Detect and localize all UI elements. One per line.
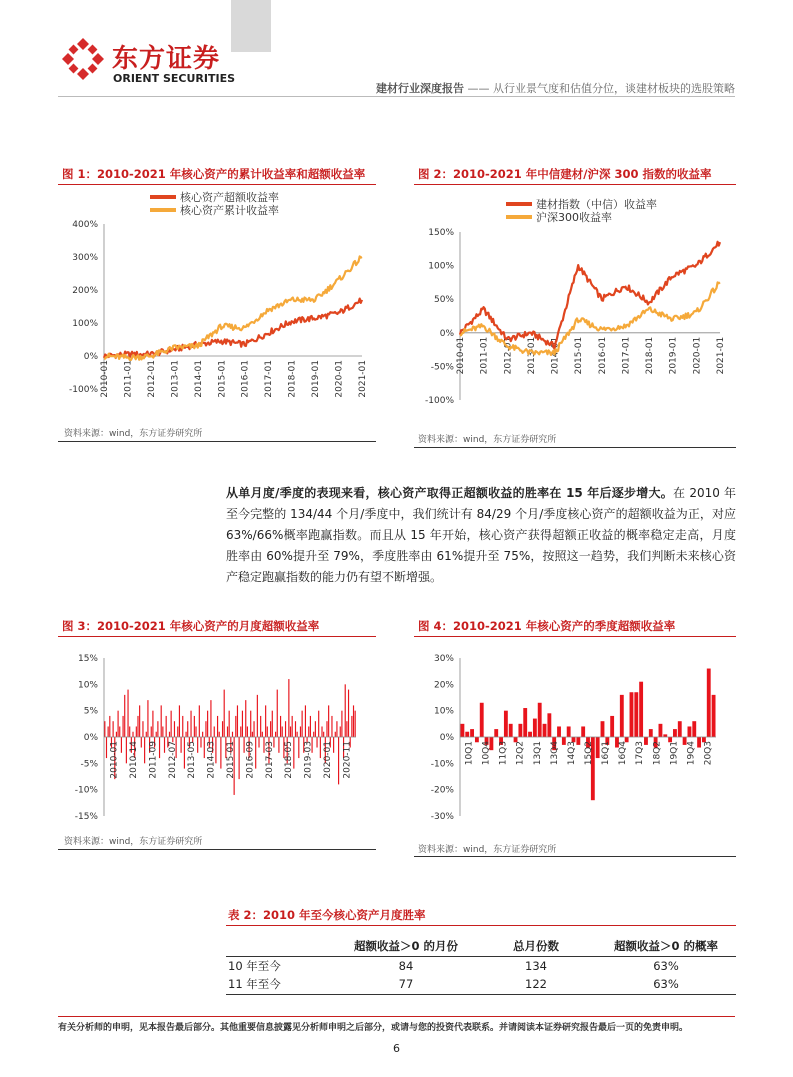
fig4-title-rule	[414, 636, 736, 637]
fig3-bar	[132, 732, 133, 737]
fig3-bar	[353, 705, 354, 737]
fig4-xtick: 10Q4	[481, 741, 492, 766]
fig1-xtick: 2013-01	[170, 360, 181, 398]
fig1-xtick: 2019-01	[311, 360, 322, 398]
fig4-xtick: 18Q2	[652, 741, 663, 766]
fig3-bar	[144, 737, 145, 763]
fig2-ytick: -100%	[425, 396, 454, 406]
probability-cell: 63%	[653, 977, 679, 992]
fig1-xtick: 2018-01	[287, 360, 298, 398]
fig1-ytick: 400%	[72, 220, 98, 230]
fig3-xtick: 2020-01	[322, 741, 333, 779]
fig2-xtick: 2010-01	[456, 336, 466, 375]
fig3-bar	[139, 705, 140, 737]
fig4-bar	[673, 729, 677, 737]
fig3-bar	[202, 732, 203, 737]
fig4-ytick: 20%	[433, 680, 454, 691]
fig3-bar	[253, 721, 254, 737]
page-number: 6	[393, 1042, 400, 1055]
fig3-bar	[252, 732, 253, 737]
fig2-xtick: 2016-01	[597, 336, 608, 375]
fig3-bar	[318, 711, 319, 737]
fig3-bar	[122, 716, 123, 737]
fig3-bar	[336, 721, 337, 737]
fig3-xtick: 2018-05	[284, 741, 295, 779]
fig2-xtick: 2018-01	[645, 336, 656, 375]
fig3-bar	[247, 726, 248, 737]
fig2-ytick: 150%	[428, 228, 454, 238]
fig3-bar	[169, 732, 170, 737]
fig3-bar	[159, 737, 160, 758]
brand-name-cn: 东方证券	[112, 44, 221, 74]
fig2-legend-label: 建材指数（中信）收益率	[536, 198, 657, 211]
fig2-chart	[414, 188, 736, 420]
fig3-bar	[207, 711, 208, 737]
fig2-xtick: 2017-01	[621, 336, 632, 375]
fig4-bar	[634, 692, 638, 737]
fig3-bar	[194, 716, 195, 737]
header-divider	[58, 96, 735, 97]
fig4-bar	[567, 726, 571, 737]
fig3-bar	[166, 716, 167, 737]
fig1-ytick: 0%	[83, 352, 98, 362]
fig4-bar	[581, 726, 585, 737]
fig3-bar	[260, 716, 261, 737]
fig4-bar	[494, 729, 498, 737]
fig3-bar	[295, 721, 296, 737]
fig3-bar	[182, 716, 183, 737]
fig3-bar	[277, 690, 278, 737]
fig3-bar	[315, 721, 316, 737]
fig1-ytick: 300%	[72, 253, 98, 263]
fig4-bar	[465, 732, 469, 737]
fig3-bar	[179, 705, 180, 737]
fig4-bar	[649, 729, 653, 737]
positive-months-cell: 77	[398, 977, 414, 992]
fig4-xtick: 13Q1	[532, 741, 543, 766]
fig3-xtick: 2020-11	[342, 741, 353, 779]
fig3-bar	[152, 711, 153, 737]
fig4-bar	[610, 716, 614, 737]
table-row	[226, 975, 736, 994]
fig3-bar	[278, 737, 279, 753]
fig1-legend-label: 核心资产累计收益率	[180, 204, 279, 217]
fig3-bar	[242, 711, 243, 737]
fig3-bar	[285, 721, 286, 737]
fig1-ytick: 100%	[72, 319, 98, 329]
fig3-bar	[326, 721, 327, 737]
report-type: 建材行业深度报告	[376, 82, 464, 95]
fig2-xtick: 2014-01	[550, 336, 561, 375]
orient-securities-logo	[58, 34, 108, 84]
fig3-bar	[235, 716, 236, 737]
table-header-row	[226, 937, 736, 956]
fig3-bar	[197, 737, 198, 753]
fig3-ytick: 0%	[83, 733, 98, 743]
fig3-bar	[156, 732, 157, 737]
fig3-chart	[58, 644, 376, 830]
fig4-ytick: -10%	[430, 759, 454, 770]
fig3-xtick: 2019-03	[303, 741, 314, 779]
fig2-xtick: 2011-01	[479, 336, 490, 375]
fig3-bar	[146, 732, 147, 737]
fig3-bar	[300, 726, 301, 737]
fig1-source: 资料来源：wind，东方证券研究所	[64, 429, 203, 439]
fig3-ytick: 10%	[77, 680, 98, 691]
fig4-bar	[630, 692, 634, 737]
fig3-bar	[162, 726, 163, 737]
fig3-bar	[232, 732, 233, 737]
fig4-xtick: 11Q3	[498, 741, 509, 766]
fig4-bar	[528, 732, 532, 737]
fig3-bar	[204, 737, 205, 758]
fig3-xtick: 2015-01	[226, 741, 236, 779]
fig3-bar	[136, 726, 137, 737]
fig4-xtick: 10Q1	[464, 741, 475, 766]
fig1-legend-label: 核心资产超额收益率	[180, 191, 279, 204]
fig3-title-rule	[58, 636, 376, 637]
fig3-bar	[355, 711, 356, 737]
fig3-source: 资料来源：wind，东方证券研究所	[64, 837, 203, 847]
fig1-xtick: 2012-01	[146, 360, 157, 398]
fig4-bar	[688, 726, 692, 737]
fig3-bar	[184, 737, 185, 769]
fig3-bar	[220, 737, 221, 769]
fig3-bar	[239, 737, 240, 779]
fig3-bar	[316, 737, 317, 748]
fig1-xtick: 2015-01	[217, 360, 228, 398]
fig4-xtick: 16Q1	[601, 741, 612, 766]
fig3-xtick: 2012-07	[167, 741, 178, 779]
fig1-bottom-rule	[58, 441, 376, 442]
fig2-xtick: 2012-01	[503, 336, 514, 375]
fig2-xtick: 2013-01	[526, 336, 537, 375]
fig3-bar	[348, 690, 349, 737]
fig3-bar	[323, 732, 324, 737]
fig3-bar	[258, 737, 259, 748]
fig3-bar	[227, 726, 228, 737]
fig3-bar	[240, 726, 241, 737]
fig4-xtick: 19Q1	[669, 741, 680, 766]
fig4-xtick: 16Q4	[618, 741, 629, 766]
fig1-ytick: 200%	[72, 286, 98, 296]
fig3-bar	[308, 726, 309, 737]
fig3-bar	[290, 726, 291, 737]
fig4-bar	[639, 682, 643, 737]
fig3-bar	[113, 721, 114, 737]
fig3-bar	[272, 711, 273, 737]
fig4-ytick: -30%	[430, 812, 454, 822]
fig3-ytick: -5%	[80, 759, 98, 770]
fig3-bar	[310, 716, 311, 737]
fig4-ytick: 0%	[439, 733, 454, 743]
fig3-bar	[200, 737, 201, 748]
fig1-xtick: 2017-01	[264, 360, 275, 398]
row-label: 10 年至今	[228, 958, 281, 973]
fig3-bar	[147, 700, 148, 737]
table-row	[226, 956, 736, 975]
fig3-xtick: 2013-05	[187, 741, 198, 779]
fig3-bar	[174, 721, 175, 737]
fig3-bar	[142, 721, 143, 737]
fig3-xtick: 2017-03	[264, 741, 275, 779]
fig3-bar	[141, 737, 142, 748]
fig4-bar	[460, 724, 464, 737]
table-title: 表 2：2010 年至今核心资产月度胜率	[228, 908, 426, 922]
fig3-bar	[210, 700, 211, 737]
fig4-ytick: 30%	[433, 654, 454, 664]
fig1-series-line	[104, 256, 362, 360]
fig3-bar	[267, 726, 268, 737]
fig2-ytick: 50%	[433, 295, 454, 306]
fig3-bar	[181, 737, 182, 753]
fig3-bar	[222, 721, 223, 737]
fig2-ytick: 0%	[439, 328, 454, 339]
fig3-bar	[257, 695, 258, 737]
fig4-ytick: -20%	[430, 785, 454, 796]
fig3-bar	[157, 721, 158, 737]
fig4-xtick: 20Q3	[703, 741, 714, 766]
fig4-xtick: 15Q2	[584, 741, 594, 766]
fig3-bar	[346, 721, 347, 737]
footer-disclaimer: 有关分析师的申明，见本报告最后部分。其他重要信息披露见分析师申明之后部分，或请与您的投资代表联系。并请阅读本证券研究报告最后一页的免责申明。	[58, 1023, 689, 1033]
footer-divider	[58, 1016, 735, 1017]
fig1-xtick: 2016-01	[240, 360, 251, 398]
fig4-bar	[523, 708, 527, 737]
fig3-bar	[345, 684, 346, 737]
fig3-bar	[292, 716, 293, 737]
fig3-bar	[313, 732, 314, 737]
fig3-bar	[185, 732, 186, 737]
fig4-bar	[509, 724, 513, 737]
fig1-xtick: 2014-01	[193, 360, 204, 398]
fig3-bar	[305, 705, 306, 737]
total-months-cell: 122	[525, 977, 547, 992]
probability-cell: 63%	[653, 958, 679, 973]
fig3-bar	[129, 726, 130, 737]
fig2-bottom-rule	[414, 447, 736, 448]
fig4-xtick: 13Q4	[549, 741, 560, 766]
fig4-bar	[547, 713, 551, 737]
fig3-bar	[199, 705, 200, 737]
report-header-title	[376, 80, 735, 96]
fig3-bar	[104, 721, 105, 737]
fig3-bar	[190, 711, 191, 737]
win-rate-table	[226, 937, 736, 995]
fig1-xtick: 2020-01	[334, 360, 345, 398]
fig4-xtick: 14Q3	[566, 741, 577, 766]
fig1-title: 图 1：2010-2021 年核心资产的累计收益率和超额收益率	[62, 167, 366, 181]
positive-months-cell: 84	[398, 958, 414, 973]
fig2-title-rule	[414, 184, 736, 185]
fig3-bar	[164, 737, 165, 753]
fig4-bar	[601, 721, 605, 737]
fig2-legend-label: 沪深300收益率	[536, 211, 612, 224]
paragraph-body: 在 2010 年至今完整的 134/44 个月/季度中，我们统计有 84/29 个月/季度核心资产的超额收益为正，对应 63%/66%概率跑赢指数。而且从 15 年开始，核心资产获得超额正收益的概率稳定走高，月度胜率由 60%提升至 79%，季度胜率由 61%提升至 75%，按照这一趋势，我们判断未来核心资产稳定跑赢指数的能力仍有望不断增强。	[226, 486, 736, 584]
fig1-ytick: -100%	[69, 385, 98, 395]
fig4-bar	[470, 729, 474, 737]
fig3-xtick: 2011-09	[148, 741, 159, 779]
fig4-ytick: 10%	[433, 706, 454, 717]
row-label: 11 年至今	[228, 977, 281, 992]
fig3-bar	[214, 726, 215, 737]
fig4-bar	[557, 726, 561, 737]
fig3-bar	[108, 726, 109, 737]
fig3-bar	[187, 721, 188, 737]
fig3-bar	[331, 716, 332, 737]
fig3-bar	[270, 721, 271, 737]
fig1-xtick: 2011-01	[123, 360, 134, 398]
fig1-chart	[58, 188, 376, 420]
fig4-bar	[659, 724, 663, 737]
paragraph-lead: 从单月度/季度的表现来看，核心资产取得正超额收益的胜率在 15 年后逐步增大。	[226, 486, 674, 500]
fig4-bar	[712, 695, 716, 737]
fig4-bar	[576, 737, 580, 745]
fig3-ytick: -10%	[74, 785, 98, 796]
fig4-bar	[538, 703, 542, 737]
brand-name-en: ORIENT SECURITIES	[113, 72, 236, 85]
fig4-xtick: 17Q3	[635, 741, 646, 766]
header-decor-bar	[231, 0, 271, 52]
fig3-bar	[126, 737, 127, 763]
fig3-bar	[121, 737, 122, 753]
fig3-bar	[340, 726, 341, 737]
table-top-rule	[226, 925, 736, 926]
fig3-ytick: 5%	[83, 706, 98, 717]
fig3-bar	[124, 695, 125, 737]
fig3-bar	[280, 716, 281, 737]
fig4-bottom-rule	[414, 856, 736, 857]
fig3-bar	[195, 726, 196, 737]
report-title: —— 从行业景气度和估值分位，谈建材板块的选股策略	[467, 82, 735, 95]
fig3-bar	[297, 732, 298, 737]
fig3-bar	[205, 721, 206, 737]
table-header-blank	[226, 937, 336, 956]
fig3-bar	[275, 732, 276, 737]
fig4-xtick: 19Q4	[686, 741, 697, 766]
fig3-bar	[341, 711, 342, 737]
fig4-bar	[533, 719, 537, 737]
fig4-title: 图 4：2010-2021 年核心资产的季度超额收益率	[418, 619, 676, 633]
fig3-bar	[106, 737, 107, 758]
fig4-bar	[475, 737, 479, 742]
fig3-bar	[118, 711, 119, 737]
fig4-bar	[707, 669, 711, 737]
fig4-bar	[678, 721, 682, 737]
fig3-title: 图 3：2010-2021 年核心资产的月度超额收益率	[62, 619, 320, 633]
fig3-xtick: 2014-03	[206, 741, 217, 779]
fig3-bar	[302, 711, 303, 737]
fig1-xtick: 2021-01	[358, 360, 368, 398]
fig3-bar	[151, 726, 152, 737]
fig3-bar	[116, 732, 117, 737]
fig2-source: 资料来源：wind，东方证券研究所	[418, 435, 557, 445]
fig3-bar	[328, 705, 329, 737]
fig3-bar	[161, 705, 162, 737]
fig2-xtick: 2019-01	[668, 336, 679, 375]
fig4-bar	[697, 737, 701, 748]
fig3-bar	[224, 690, 225, 737]
fig4-bar	[518, 724, 522, 737]
fig3-ytick: 15%	[77, 654, 98, 664]
fig4-bar	[562, 737, 566, 745]
fig4-bar	[480, 703, 484, 737]
fig3-bar	[250, 711, 251, 737]
fig3-ytick: -15%	[74, 812, 98, 822]
table-header-positive-months: 超额收益＞0 的月份	[353, 939, 458, 954]
table-header-probability: 超额收益＞0 的概率	[613, 939, 718, 954]
fig3-bar	[217, 716, 218, 737]
fig3-bottom-rule	[58, 849, 376, 850]
fig4-bar	[620, 695, 624, 737]
fig4-bar	[504, 711, 508, 737]
fig1-title-rule	[58, 184, 376, 185]
table-header-total-months: 总月份数	[513, 939, 559, 954]
total-months-cell: 134	[525, 958, 547, 973]
fig3-bar	[119, 726, 120, 737]
fig2-series-line	[460, 282, 720, 355]
fig3-bar	[338, 737, 339, 784]
fig2-ytick: -50%	[430, 362, 454, 373]
fig2-ytick: 100%	[428, 261, 454, 272]
fig3-bar	[229, 711, 230, 737]
fig3-bar	[288, 679, 289, 737]
fig3-bar	[137, 716, 138, 737]
fig3-bar	[262, 732, 263, 737]
fig3-bar	[333, 737, 334, 753]
fig3-bar	[171, 711, 172, 737]
fig4-xtick: 12Q2	[515, 741, 526, 766]
fig3-bar	[320, 737, 321, 758]
fig3-bar	[335, 732, 336, 737]
fig4-bar	[692, 721, 696, 737]
fig3-xtick: 2016-09	[245, 741, 256, 779]
fig1-xtick: 2010-01	[100, 360, 110, 398]
fig3-xtick: 2010-14	[129, 741, 140, 779]
fig3-bar	[127, 690, 128, 737]
fig3-bar	[265, 705, 266, 737]
fig3-bar	[298, 737, 299, 758]
fig4-bar	[596, 737, 600, 758]
fig3-bar	[245, 700, 246, 737]
fig3-bar	[219, 732, 220, 737]
fig3-bar	[351, 716, 352, 737]
fig2-title: 图 2：2010-2021 年中信建材/沪深 300 指数的收益率	[418, 167, 712, 181]
fig4-source: 资料来源：wind，东方证券研究所	[418, 845, 557, 855]
fig3-bar	[282, 726, 283, 737]
analysis-paragraph	[226, 483, 736, 588]
fig3-bar	[321, 726, 322, 737]
fig3-bar	[109, 716, 110, 737]
fig2-xtick: 2020-01	[692, 336, 703, 375]
fig3-xtick: 2010-01	[109, 741, 120, 779]
fig3-bar	[237, 705, 238, 737]
fig3-bar	[177, 726, 178, 737]
fig4-chart	[414, 644, 736, 840]
fig4-bar	[543, 724, 547, 737]
fig2-xtick: 2015-01	[574, 336, 585, 375]
fig2-xtick: 2021-01	[716, 336, 726, 375]
